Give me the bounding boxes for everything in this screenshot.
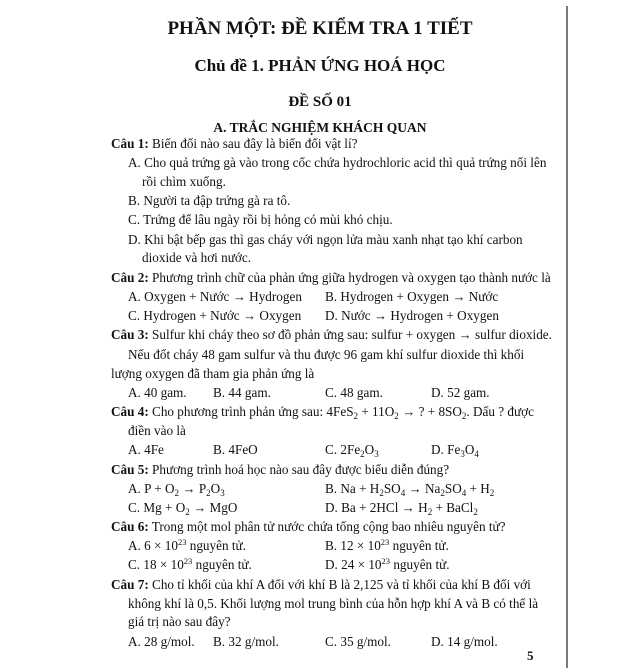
- question-2-option-a: A. Oxygen + Nước → Hydrogen: [128, 289, 302, 304]
- question-4-option-d: D. $Fe_3O_4$: [431, 442, 479, 459]
- question-5-text: Phương trình hoá học nào sau đây được biểu diễn đúng?: [152, 462, 450, 477]
- question-6-text: Trong một mol phân tử nước chứa tổng cộng bao nhiêu nguyên tử?: [151, 519, 506, 534]
- question-2-option-c: C. Hydrogen + Nước → Oxygen: [128, 308, 302, 323]
- question-6-option-a: A. $6 \times 10^{23}$ nguyên tử.: [128, 537, 246, 553]
- question-3-body: Nếu đốt cháy 48 gam sulfur và thu được 96 gam khí sulfur dioxide thì khối: [128, 347, 525, 362]
- question-2-option-d: D. Nước → Hydrogen + Oxygen: [325, 308, 499, 323]
- part-title: PHẦN MỘT: ĐỀ KIỂM TRA 1 TIẾT: [167, 18, 473, 39]
- question-1-option-a-cont: rồi chìm xuống.: [142, 174, 226, 189]
- question-7-text: Cho tỉ khối của khí A đối với khí B là 2,125 và tỉ khối của khí B đối với: [152, 577, 531, 592]
- test-title: ĐỀ SỐ 01: [288, 94, 352, 110]
- question-2-text: Phương trình chữ của phản ứng giữa hydrogen và oxygen tạo thành nước là: [152, 270, 551, 285]
- question-1-option-d-cont: dioxide và hơi nước.: [142, 250, 251, 265]
- question-7-option-b: B. 32 g/mol.: [213, 634, 279, 649]
- question-6-option-c: C. $18 \times 10^{23}$ nguyên tử.: [128, 556, 252, 572]
- question-3-option-a: A. 40 gam.: [128, 385, 187, 400]
- question-6-label: Câu 6:: [111, 519, 149, 534]
- question-7-label: Câu 7:: [111, 577, 149, 592]
- question-3-option-c: C. 48 gam.: [325, 385, 383, 400]
- question-3-stem: [111, 327, 552, 343]
- question-2-label: Câu 2:: [111, 270, 149, 285]
- question-2-stem: [111, 270, 551, 286]
- question-2-option-b: B. Hydrogen + Oxygen → Nước: [325, 289, 499, 304]
- question-4-option-c: C. $2Fe_2O_3$: [325, 442, 379, 459]
- question-3-option-b: B. 44 gam.: [213, 385, 271, 400]
- question-4-stem: Câu 4: Cho phương trình phản ứng sau: $4FeS_2 + 11O_2$ → ? + $8SO_2$. Dấu ? được: [111, 404, 535, 421]
- question-7-option-a: A. 28 g/mol.: [128, 634, 195, 649]
- question-7-body-cont: giá trị nào sau đây?: [128, 614, 231, 629]
- question-5-option-c: C. $Mg + O_2$ → MgO: [128, 500, 238, 517]
- question-4-stem-cont: điền vào là: [128, 423, 186, 438]
- question-1-option-d: D. Khi bật bếp gas thì gas cháy với ngọn lửa màu xanh nhạt tạo khí carbon: [128, 232, 523, 247]
- question-6-option-b: B. $12 \times 10^{23}$ nguyên tử.: [325, 537, 449, 553]
- question-7-stem: [111, 577, 531, 593]
- question-4-text: Cho phương trình phản ứng sau: 4FeS: [152, 404, 354, 419]
- question-1-text: Biến đổi nào sau đây là biến đổi vật lí?: [152, 136, 358, 151]
- question-5-option-d: D. $Ba + 2HCl \to H_2$ + BaCl$_2$: [325, 500, 478, 517]
- question-1-label: Câu 1:: [111, 136, 149, 151]
- question-1-option-c: C. Trứng để lâu ngày rồi bị hỏng có mùi khó chịu.: [128, 212, 393, 227]
- question-5-option-b: B. $Na + H_2SO_4 \to Na_2SO_4 + H_2$: [325, 481, 495, 498]
- question-4-label: Câu 4:: [111, 404, 149, 419]
- question-5-stem: [111, 462, 449, 478]
- question-1-option-b: B. Người ta đập trứng gà ra tô.: [128, 193, 291, 208]
- question-4-option-a: A. 4Fe: [128, 442, 164, 457]
- question-3-body-cont: lượng oxygen đã tham gia phản ứng là: [111, 366, 315, 381]
- question-6-option-d: D. $24 \times 10^{23}$ nguyên tử.: [325, 556, 450, 572]
- question-7-option-c: C. 35 g/mol.: [325, 634, 391, 649]
- question-5-option-a: A. $P + O_2 \to P_2O_3$: [128, 481, 225, 498]
- question-5-label: Câu 5:: [111, 462, 149, 477]
- section-title: A. TRẮC NGHIỆM KHÁCH QUAN: [213, 120, 427, 135]
- question-7-option-d: D. 14 g/mol.: [431, 634, 498, 649]
- topic-title: Chủ đề 1. PHẢN ỨNG HOÁ HỌC: [194, 56, 446, 75]
- question-7-body: không khí là 0,5. Khối lượng mol trung bình của hỗn hợp khí A và B có thể là: [128, 596, 539, 611]
- question-1-stem: [111, 136, 358, 152]
- question-6-stem: [111, 519, 506, 535]
- question-4-option-b: B. 4FeO: [213, 442, 258, 457]
- question-3-option-d: D. 52 gam.: [431, 385, 490, 400]
- question-3-text: Sulfur khi cháy theo sơ đồ phản ứng sau: sulfur + oxygen → sulfur dioxide.: [152, 327, 552, 342]
- question-3-label: Câu 3:: [111, 327, 149, 342]
- page-number: 5: [527, 648, 534, 663]
- question-1-option-a: A. Cho quả trứng gà vào trong cốc chứa hydrochloric acid thì quả trứng nổi lên: [128, 155, 547, 170]
